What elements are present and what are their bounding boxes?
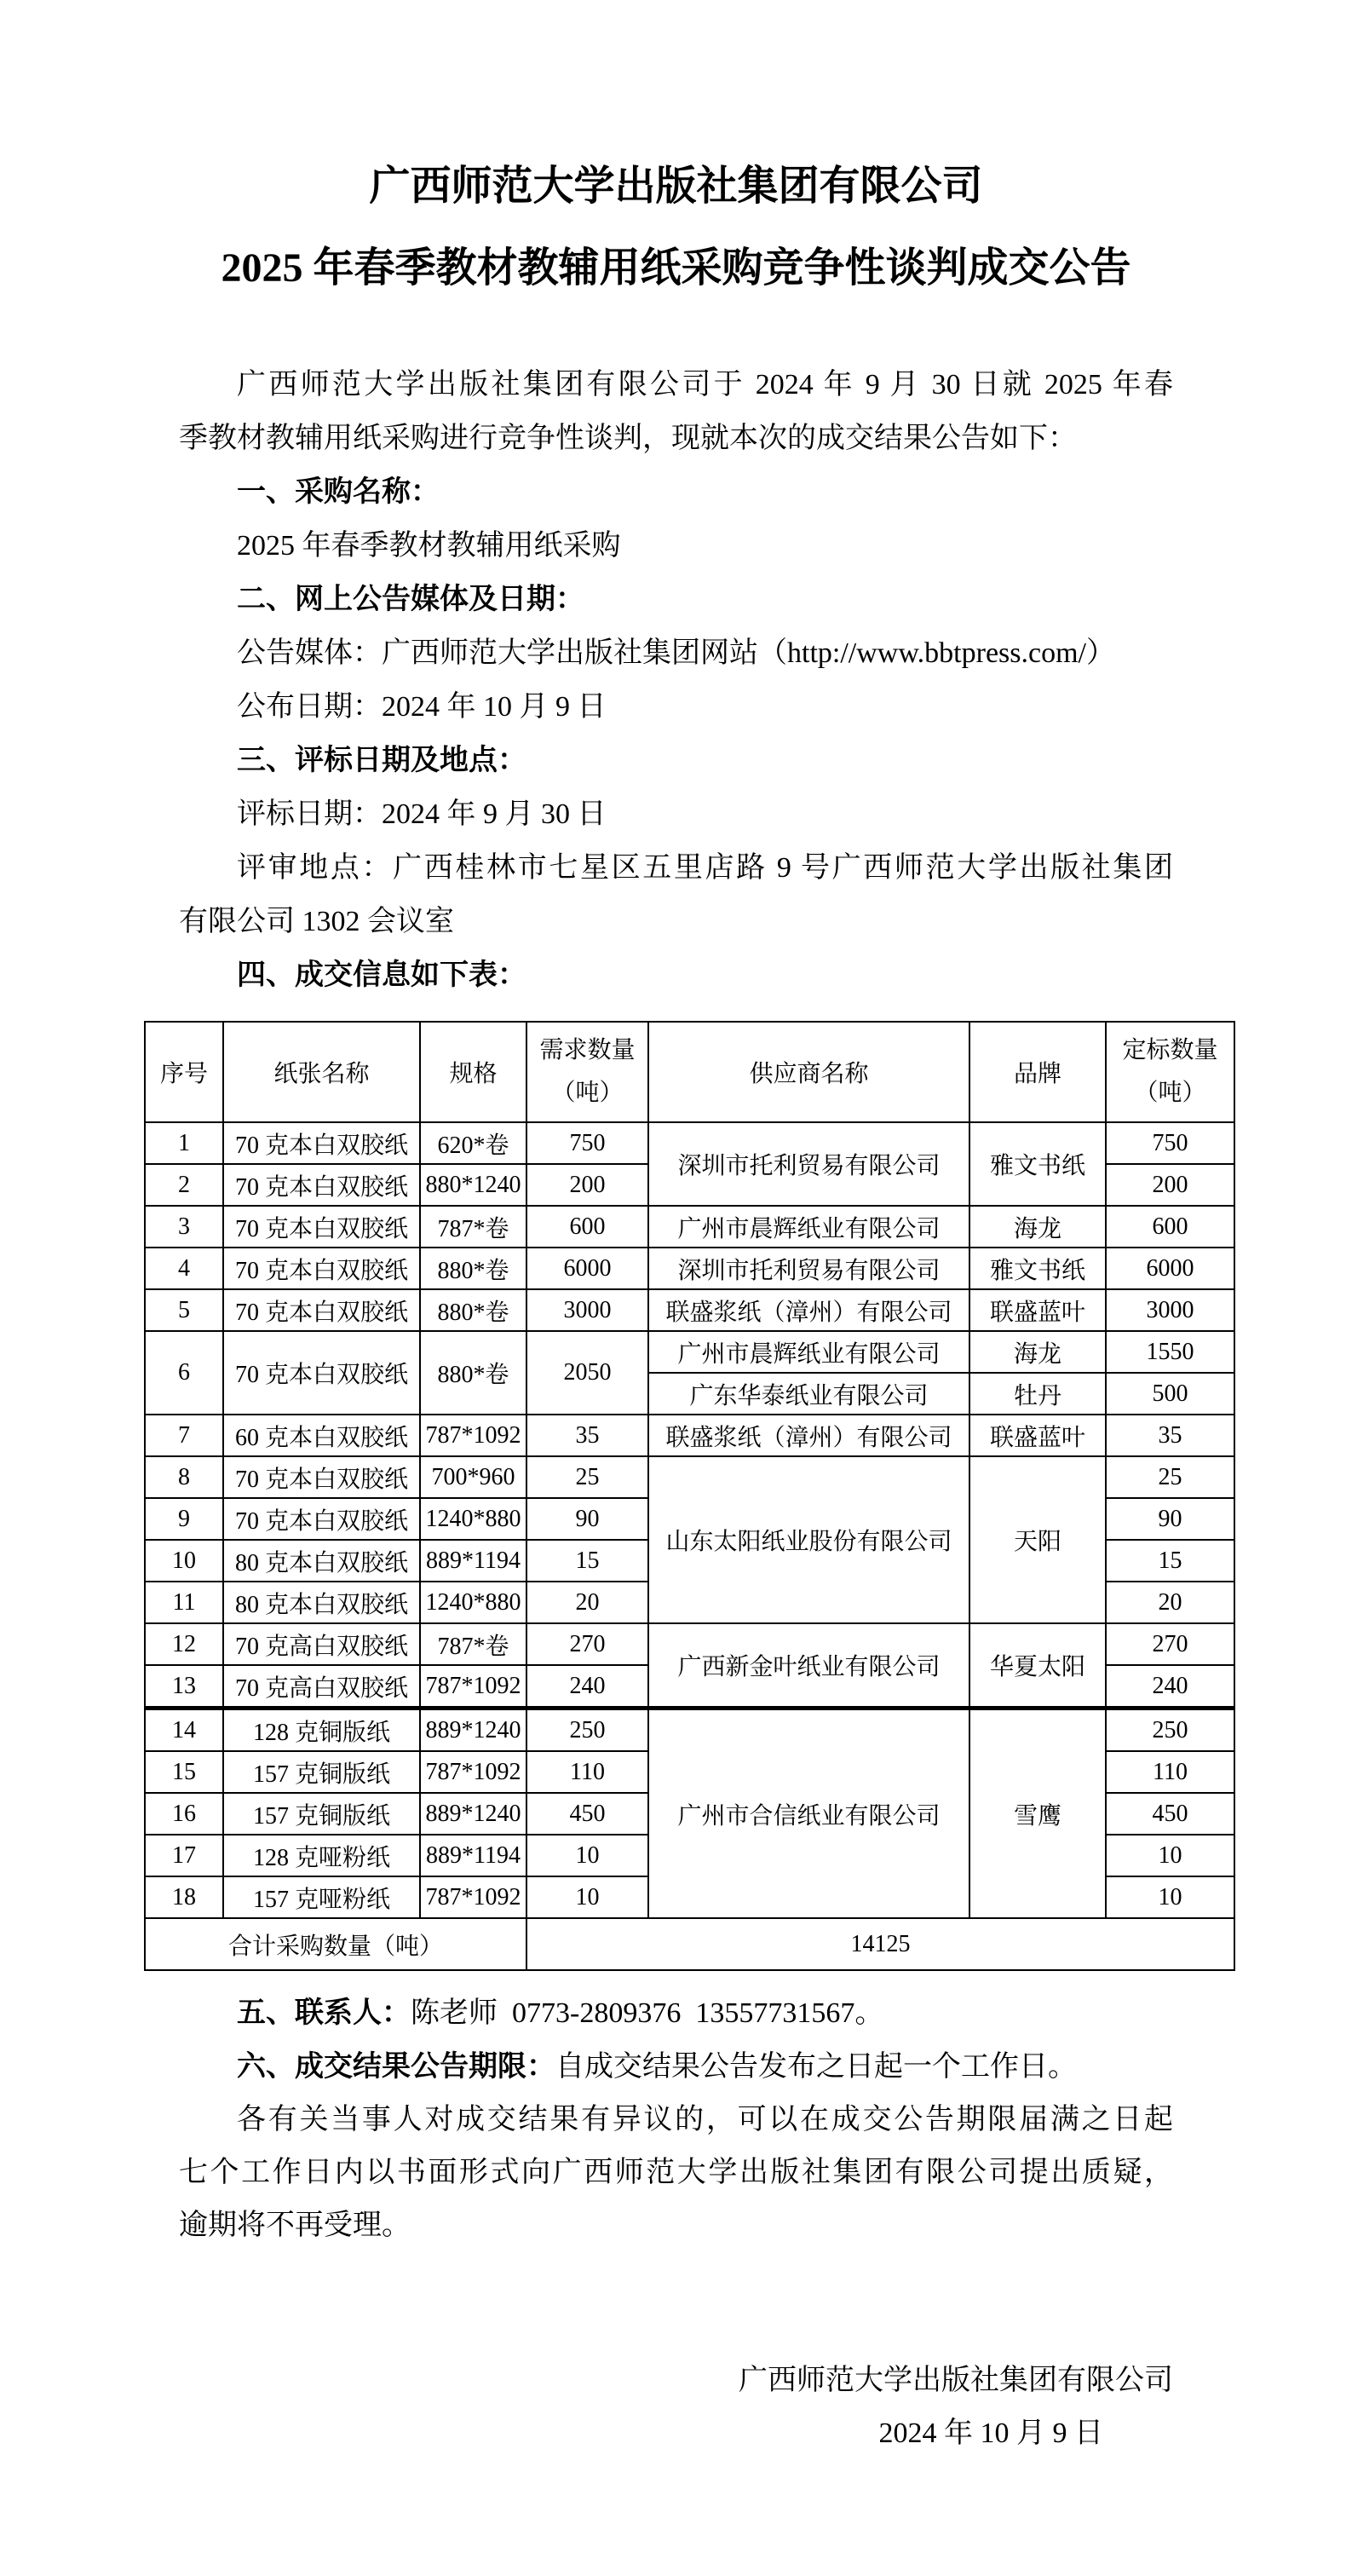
table-row <box>145 1415 1234 1456</box>
cell-demand: 240 <box>526 1665 648 1709</box>
cell-paper: 80 克本白双胶纸 <box>223 1582 420 1623</box>
cell-paper: 70 克本白双胶纸 <box>223 1331 420 1415</box>
section3-place-line2: 有限公司 1302 会议室 <box>179 906 454 937</box>
cell-brand: 联盛蓝叶 <box>969 1289 1106 1331</box>
closing-line1: 各有关当事人对成交结果有异议的，可以在成交公告期限届满之日起 <box>237 2104 1173 2135</box>
cell-award: 6000 <box>1106 1248 1234 1289</box>
cell-supplier: 联盛浆纸（漳州）有限公司 <box>648 1289 969 1331</box>
cell-award: 600 <box>1106 1206 1234 1248</box>
cell-seq: 2 <box>145 1164 223 1206</box>
cell-brand: 雅文书纸 <box>969 1248 1106 1289</box>
cell-paper: 80 克本白双胶纸 <box>223 1540 420 1582</box>
cell-award: 750 <box>1106 1122 1234 1164</box>
cell-spec: 880*1240 <box>420 1164 526 1206</box>
header-demand <box>526 1022 648 1122</box>
cell-spec: 880*卷 <box>420 1289 526 1331</box>
cell-seq: 17 <box>145 1835 223 1876</box>
cell-supplier: 广州市晨辉纸业有限公司 <box>648 1206 969 1248</box>
cell-brand: 雪鹰 <box>969 1709 1106 1919</box>
table-row <box>145 1456 1234 1498</box>
cell-award: 10 <box>1106 1876 1234 1918</box>
cell-paper: 70 克本白双胶纸 <box>223 1122 420 1164</box>
cell-demand: 10 <box>526 1835 648 1876</box>
cell-seq: 8 <box>145 1456 223 1498</box>
section2-publish-date: 公布日期：2024 年 10 月 9 日 <box>237 691 607 723</box>
section1-heading: 一、采购名称： <box>237 475 440 508</box>
cell-paper: 70 克本白双胶纸 <box>223 1164 420 1206</box>
cell-paper: 157 克哑粉纸 <box>223 1876 420 1918</box>
cell-seq: 5 <box>145 1289 223 1331</box>
table-header-row <box>145 1022 1234 1122</box>
cell-paper: 157 克铜版纸 <box>223 1751 420 1793</box>
section2-media-line: 公告媒体：广西师范大学出版社集团网站（http://www.bbtpress.com/） <box>237 637 1115 669</box>
cell-seq: 14 <box>145 1709 223 1752</box>
cell-demand: 600 <box>526 1206 648 1248</box>
cell-spec: 700*960 <box>420 1456 526 1498</box>
cell-paper: 60 克本白双胶纸 <box>223 1415 420 1456</box>
cell-spec: 880*卷 <box>420 1331 526 1415</box>
cell-award: 25 <box>1106 1456 1234 1498</box>
cell-paper: 70 克高白双胶纸 <box>223 1665 420 1709</box>
cell-demand: 2050 <box>526 1331 648 1415</box>
cell-brand: 华夏太阳 <box>969 1623 1106 1709</box>
cell-seq: 7 <box>145 1415 223 1456</box>
cell-award: 110 <box>1106 1751 1234 1793</box>
cell-paper: 70 克本白双胶纸 <box>223 1248 420 1289</box>
intro-line1: 广西师范大学出版社集团有限公司于 2024 年 9 月 30 日就 2025 年春 <box>237 369 1173 401</box>
cell-supplier: 深圳市托利贸易有限公司 <box>648 1122 969 1206</box>
cell-supplier: 广州市晨辉纸业有限公司 <box>648 1331 969 1373</box>
cell-spec: 787*1092 <box>420 1751 526 1793</box>
cell-paper: 70 克本白双胶纸 <box>223 1498 420 1540</box>
cell-seq: 3 <box>145 1206 223 1248</box>
cell-spec: 787*卷 <box>420 1206 526 1248</box>
cell-supplier: 广州市合信纸业有限公司 <box>648 1709 969 1919</box>
table-row <box>145 1709 1234 1752</box>
cell-brand: 牡丹 <box>969 1373 1106 1415</box>
section5-heading: 五、联系人： <box>237 1997 411 2029</box>
cell-demand: 35 <box>526 1415 648 1456</box>
cell-demand: 450 <box>526 1793 648 1835</box>
header-award <box>1106 1022 1234 1122</box>
cell-demand: 750 <box>526 1122 648 1164</box>
section2-heading: 二、网上公告媒体及日期： <box>237 583 584 615</box>
section3-eval-date: 评标日期：2024 年 9 月 30 日 <box>237 798 607 830</box>
cell-award: 270 <box>1106 1623 1234 1665</box>
section6-line <box>179 2040 1173 2094</box>
cell-seq: 15 <box>145 1751 223 1793</box>
cell-demand: 110 <box>526 1751 648 1793</box>
cell-demand: 25 <box>526 1456 648 1498</box>
award-table-wrapper <box>144 1021 1218 1971</box>
cell-seq: 13 <box>145 1665 223 1709</box>
table-row <box>145 1248 1234 1289</box>
cell-seq: 18 <box>145 1876 223 1918</box>
cell-seq: 11 <box>145 1582 223 1623</box>
header-award-line1: 定标数量 <box>1122 1037 1218 1063</box>
cell-demand: 6000 <box>526 1248 648 1289</box>
cell-spec: 620*卷 <box>420 1122 526 1164</box>
cell-award: 3000 <box>1106 1289 1234 1331</box>
header-demand-line2: （吨） <box>551 1080 624 1106</box>
cell-spec: 889*1240 <box>420 1793 526 1835</box>
closing-line3: 逾期将不再受理。 <box>179 2210 411 2241</box>
cell-award: 90 <box>1106 1498 1234 1540</box>
cell-supplier: 广西新金叶纸业有限公司 <box>648 1623 969 1709</box>
cell-demand: 20 <box>526 1582 648 1623</box>
cell-brand: 天阳 <box>969 1456 1106 1623</box>
cell-spec: 889*1240 <box>420 1709 526 1752</box>
section6-content: 自成交结果公告发布之日起一个工作日。 <box>555 2051 1077 2083</box>
section5-contact: 陈老师 0773-2809376 13557731567。 <box>411 1997 884 2029</box>
cell-award: 500 <box>1106 1373 1234 1415</box>
document-text-upper <box>179 358 1173 1002</box>
cell-award: 15 <box>1106 1540 1234 1582</box>
cell-paper: 70 克高白双胶纸 <box>223 1623 420 1665</box>
cell-supplier: 联盛浆纸（漳州）有限公司 <box>648 1415 969 1456</box>
cell-brand: 雅文书纸 <box>969 1122 1106 1206</box>
document-text-lower <box>179 1986 1173 2252</box>
cell-seq: 6 <box>145 1331 223 1415</box>
header-seq: 序号 <box>145 1022 223 1122</box>
table-total-row <box>145 1918 1234 1970</box>
cell-brand: 联盛蓝叶 <box>969 1415 1106 1456</box>
cell-award: 240 <box>1106 1665 1234 1709</box>
cell-spec: 787*1092 <box>420 1415 526 1456</box>
cell-seq: 4 <box>145 1248 223 1289</box>
cell-demand: 200 <box>526 1164 648 1206</box>
cell-supplier: 深圳市托利贸易有限公司 <box>648 1248 969 1289</box>
cell-supplier: 广东华泰纸业有限公司 <box>648 1373 969 1415</box>
section3-place-line1: 评审地点：广西桂林市七星区五里店路 9 号广西师范大学出版社集团 <box>237 852 1173 884</box>
cell-award: 450 <box>1106 1793 1234 1835</box>
cell-spec: 880*卷 <box>420 1248 526 1289</box>
cell-demand: 3000 <box>526 1289 648 1331</box>
cell-award: 10 <box>1106 1835 1234 1876</box>
cell-spec: 787*卷 <box>420 1623 526 1665</box>
cell-award: 20 <box>1106 1582 1234 1623</box>
table-row <box>145 1122 1234 1164</box>
cell-seq: 1 <box>145 1122 223 1164</box>
cell-paper: 70 克本白双胶纸 <box>223 1456 420 1498</box>
section5-line <box>179 1986 1173 2040</box>
cell-spec: 889*1194 <box>420 1540 526 1582</box>
cell-paper: 157 克铜版纸 <box>223 1793 420 1835</box>
closing-line2: 七个工作日内以书面形式向广西师范大学出版社集团有限公司提出质疑， <box>179 2157 1173 2188</box>
award-table <box>144 1021 1235 1971</box>
section3-heading: 三、评标日期及地点： <box>237 744 526 776</box>
cell-seq: 16 <box>145 1793 223 1835</box>
cell-award: 1550 <box>1106 1331 1234 1373</box>
cell-spec: 787*1092 <box>420 1876 526 1918</box>
cell-demand: 90 <box>526 1498 648 1540</box>
cell-award: 200 <box>1106 1164 1234 1206</box>
table-row <box>145 1206 1234 1248</box>
cell-brand: 海龙 <box>969 1206 1106 1248</box>
cell-spec: 1240*880 <box>420 1582 526 1623</box>
cell-seq: 9 <box>145 1498 223 1540</box>
cell-paper: 128 克哑粉纸 <box>223 1835 420 1876</box>
cell-seq: 10 <box>145 1540 223 1582</box>
cell-demand: 250 <box>526 1709 648 1752</box>
cell-demand: 270 <box>526 1623 648 1665</box>
cell-spec: 1240*880 <box>420 1498 526 1540</box>
cell-paper: 70 克本白双胶纸 <box>223 1206 420 1248</box>
cell-supplier: 山东太阳纸业股份有限公司 <box>648 1456 969 1623</box>
table-row <box>145 1623 1234 1665</box>
cell-demand: 15 <box>526 1540 648 1582</box>
cell-demand: 10 <box>526 1876 648 1918</box>
signature-company: 广西师范大学出版社集团有限公司 <box>739 2365 1173 2396</box>
cell-award: 35 <box>1106 1415 1234 1456</box>
section4-heading: 四、成交信息如下表： <box>237 959 526 991</box>
signature-date: 2024 年 10 月 9 日 <box>878 2418 1103 2449</box>
header-demand-line1: 需求数量 <box>539 1037 636 1063</box>
header-brand: 品牌 <box>969 1022 1106 1122</box>
cell-seq: 12 <box>145 1623 223 1665</box>
total-value-cell: 14125 <box>526 1918 1234 1970</box>
header-supplier: 供应商名称 <box>648 1022 969 1122</box>
header-award-line2: （吨） <box>1134 1080 1206 1106</box>
cell-award: 250 <box>1106 1709 1234 1752</box>
cell-brand: 海龙 <box>969 1331 1106 1373</box>
intro-line2: 季教材教辅用纸采购进行竞争性谈判，现就本次的成交结果公告如下： <box>179 423 1077 454</box>
total-label-cell: 合计采购数量（吨） <box>145 1918 526 1970</box>
header-paper: 纸张名称 <box>223 1022 420 1122</box>
cell-spec: 787*1092 <box>420 1665 526 1709</box>
cell-spec: 889*1194 <box>420 1835 526 1876</box>
section1-content: 2025 年春季教材教辅用纸采购 <box>237 530 621 562</box>
document-title-line2: 2025 年春季教材教辅用纸采购竞争性谈判成交公告 <box>221 245 1131 291</box>
header-spec: 规格 <box>420 1022 526 1122</box>
document-title-line1: 广西师范大学出版社集团有限公司 <box>369 164 983 209</box>
cell-paper: 128 克铜版纸 <box>223 1709 420 1752</box>
signature-block <box>179 2354 1173 2460</box>
cell-paper: 70 克本白双胶纸 <box>223 1289 420 1331</box>
table-row <box>145 1289 1234 1331</box>
section6-heading: 六、成交结果公告期限： <box>237 2050 555 2083</box>
table-row <box>145 1331 1234 1373</box>
